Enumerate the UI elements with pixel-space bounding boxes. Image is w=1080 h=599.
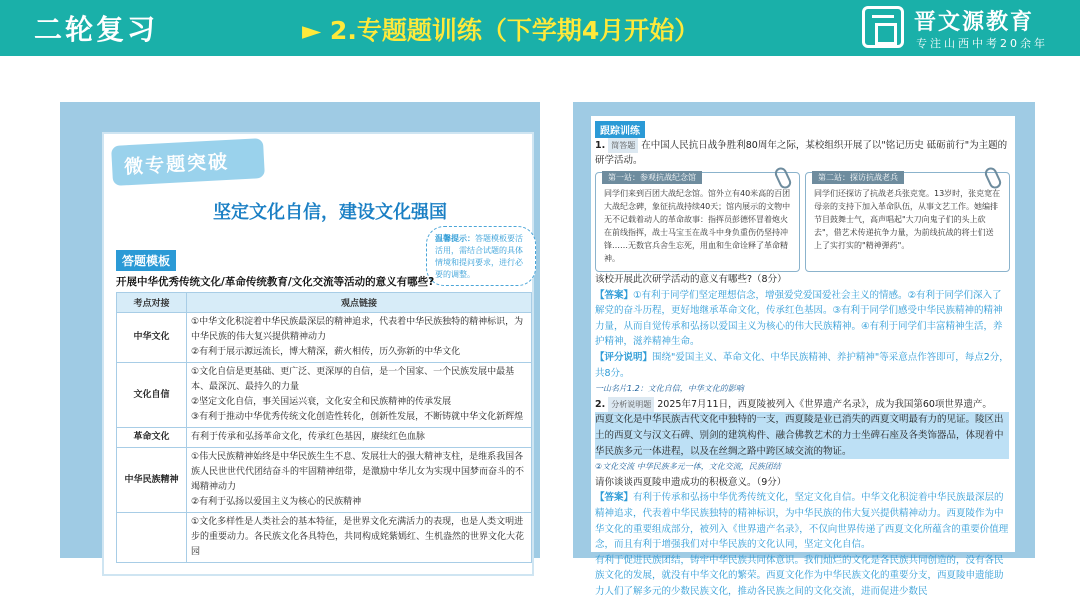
scoring-block: [595, 350, 1009, 381]
note-heading: 第一站：参观抗战纪念馆: [602, 171, 702, 184]
bracket-logo-icon: [862, 6, 904, 48]
header-bar: [0, 0, 1080, 56]
answer-block: [595, 490, 1009, 552]
table-key: 中华民族精神: [117, 448, 187, 513]
handwritten-text: ②文化交流: [595, 462, 635, 472]
question-ask: 该校开展此次研学活动的意义有哪些?（8分）: [595, 274, 787, 285]
answer-label: 【答案】: [595, 289, 634, 301]
question-number: 2.: [595, 398, 606, 410]
table-value: [187, 313, 532, 363]
table-key: 文化自信: [117, 363, 187, 428]
slide-title: ► 2.专题题训练（下学期4月开始）: [302, 16, 700, 45]
table-key: 中华文化: [117, 313, 187, 363]
topic-banner: [111, 138, 265, 186]
table-key: 革命文化: [117, 428, 187, 448]
answer-text: ①有利于同学们坚定理想信念，增强爱党爱国爱社会主义的情感。②有利于同学们深入了解党的奋斗历程，更好地继承革命文化，传承红色基因。③有利于同学们感受中华民族精神的精神力量，从而自觉传承和弘扬以爱国主义为核心的伟大民族精神。④有利于同学们丰富精神生活，养护精神，滋养精神生命。: [595, 289, 1003, 348]
table-line: ②有利于展示源远流长，博大精深，薪火相传，历久弥新的中华文化: [191, 347, 461, 357]
answer-text: 有利于传承和弘扬中华优秀传统文化，坚定文化自信。中华文化积淀着中华民族最深层的精神追求，代表着中华民族独特的精神标识，为中华民族的伟大复兴提供精神动力。西夏陵作为中华文化的重要组成部分，被列入《世界遗产名录》，不仅向世界传递了西夏文化所蕴含的重要价值理念，而且有利于增强我们对中华民族的文化认同，坚定文化自信。: [595, 492, 1009, 551]
table-line: ①文化自信是更基础、更广泛、更深厚的自信，是一个国家、一个民族发展中最基本、最深沉、最持久的力量: [191, 367, 515, 392]
table-line: ③有利于推动中华优秀传统文化创造性转化，创新性发展，不断铸就中华文化新辉煌: [191, 412, 524, 422]
question-ask: 请你谈谈西夏陵申遗成功的积极意义。（9分）: [595, 476, 787, 488]
note-card: [805, 172, 1010, 272]
table-row: [117, 513, 532, 563]
answer-text: 有利于促进民族团结，铸牢中华民族共同体意识。我们灿烂的文化是各民族共同创造的，没有各民族文化的发展，就没有中华文化的繁荣。西夏文化作为中华民族文化的重要分支，西夏陵申遗能助力人们了解多元的少数民族文化，推动各民族之间的文化交流，进而促进少数民: [595, 554, 1004, 597]
page-title: 坚定文化自信，建设文化强国: [213, 202, 447, 223]
table-row: [117, 313, 532, 363]
handwritten-note: [595, 459, 1009, 475]
practice-tag: 跟踪训练: [595, 121, 645, 138]
table-row: [117, 428, 532, 448]
question-text: 在中国人民抗日战争胜利80周年之际，某校组织开展了以"铭记历史 砥砺前行"为主题的研学活动。: [595, 140, 1008, 166]
left-page-image: [60, 102, 540, 558]
answer-section: [595, 272, 1009, 599]
table-line: ①文化多样性是人类社会的基本特征，是世界文化充满活力的表现，也是人类文明进步的重要动力。各民族文化各具特色，共同构成姹紫嫣红、生机盎然的世界文化大花园: [191, 517, 525, 557]
table-header: 考点对接: [117, 293, 187, 313]
table-line: ②有利于弘扬以爱国主义为核心的民族精神: [191, 497, 362, 507]
question-type: 分析说明题: [608, 397, 654, 413]
answer-template-table: [116, 292, 532, 563]
table-row: [117, 363, 532, 428]
question-material: 西夏文化是中华民族古代文化中独特的一支，西夏陵是业已消失的西夏文明最有力的见证。陵区出土的西夏文与汉文石碑、别剑的建筑构件、融合佛教艺术的力士坐碑石座及各类饰器品，体现着中华民族多元一体进程，以及在丝绸之路中跨区域交流的物证。: [595, 412, 1009, 459]
note-card: [595, 172, 800, 272]
answer-label: 【答案】: [595, 492, 634, 504]
right-page-image: [573, 102, 1035, 597]
tip-text: 答题模板要活活用，需结合试题的具体情境和提问要求，进行必要的调整。: [435, 234, 523, 279]
banner-label: 微专题突破: [123, 150, 230, 179]
brand-name: 晋文源教育: [914, 10, 1035, 35]
note-text: 同学们来到百团大战纪念馆。馆外立有40米高的百团大战纪念碑，象征抗战持续40天；馆内展示的文物中无不记载着动人的革命故事：指挥员彭德怀冒着炮火在前线指挥，战士马宝玉在战斗中身负重伤仍坚持冲锋……无数官兵舍生忘死，用血和生命诠释了革命精神。: [604, 189, 791, 263]
section-title: 二轮复习: [34, 13, 159, 46]
template-tag: 答题模板: [116, 250, 176, 271]
tip-label: 温馨提示：: [435, 234, 475, 243]
note-heading: 第二站：探访抗战老兵: [812, 171, 904, 184]
table-line: ①伟大民族精神始终是中华民族生生不息、发展壮大的强大精神支柱，是维系我国各族人民世世代代团结奋斗的牢固精神纽带，是激励中华儿女为实现中国梦而奋斗的不竭精神动力: [191, 452, 525, 492]
table-line: 有利于传承和弘扬革命文化，传承红色基因，赓续红色血脉: [191, 432, 426, 442]
scoring-label: 【评分说明】: [595, 351, 653, 363]
table-row: [117, 448, 532, 513]
table-value: [187, 428, 532, 448]
table-value: [187, 448, 532, 513]
note-text: 同学们还探访了抗战老兵张克宽。13岁时，张克宽在母亲的支持下加入革命队伍，从事文艺工作。她编排节目鼓舞士气，高声唱起"大刀向鬼子们的头上砍去"，借艺术传递抗争力量，为前线抗战的将士们送上了实打实的"精神弹药"。: [814, 189, 1001, 250]
table-key: [117, 513, 187, 563]
question-1: [595, 138, 1009, 168]
table-header: 观点链接: [187, 293, 532, 313]
table-line: ①中华文化积淀着中华民族最深层的精神追求，代表着中华民族独特的精神标识，为中华民族的伟大复兴提供精神动力: [191, 317, 524, 342]
handwritten-text: 中华民族多元一体，文化交流，民族团结: [636, 462, 781, 472]
table-value: [187, 363, 532, 428]
handwritten-note: 一山名片1.2：文化自信，中华文化的影响: [595, 384, 744, 394]
answer-block: [595, 288, 1009, 350]
brand-tagline: 专注山西中考20余年: [916, 37, 1048, 50]
question-text: 2025年7月11日，西夏陵被列入《世界遗产名录》，成为我国第60项世界遗产。: [657, 398, 992, 410]
tip-box: [426, 226, 536, 286]
question-2: [595, 397, 1009, 413]
question-number: 1.: [595, 140, 606, 151]
template-question: 开展中华优秀传统文化/革命传统教育/文化交流等活动的意义有哪些?: [116, 276, 435, 288]
table-value: [187, 513, 532, 563]
question-type: 简答题: [608, 138, 638, 153]
table-line: ②坚定文化自信，事关国运兴衰，文化安全和民族精神的传承发展: [191, 397, 452, 407]
scoring-text: 围绕"爱国主义、革命文化、中华民族精神、养护精神"等采意点作答即可，每点2分，共8分。: [595, 351, 1009, 379]
